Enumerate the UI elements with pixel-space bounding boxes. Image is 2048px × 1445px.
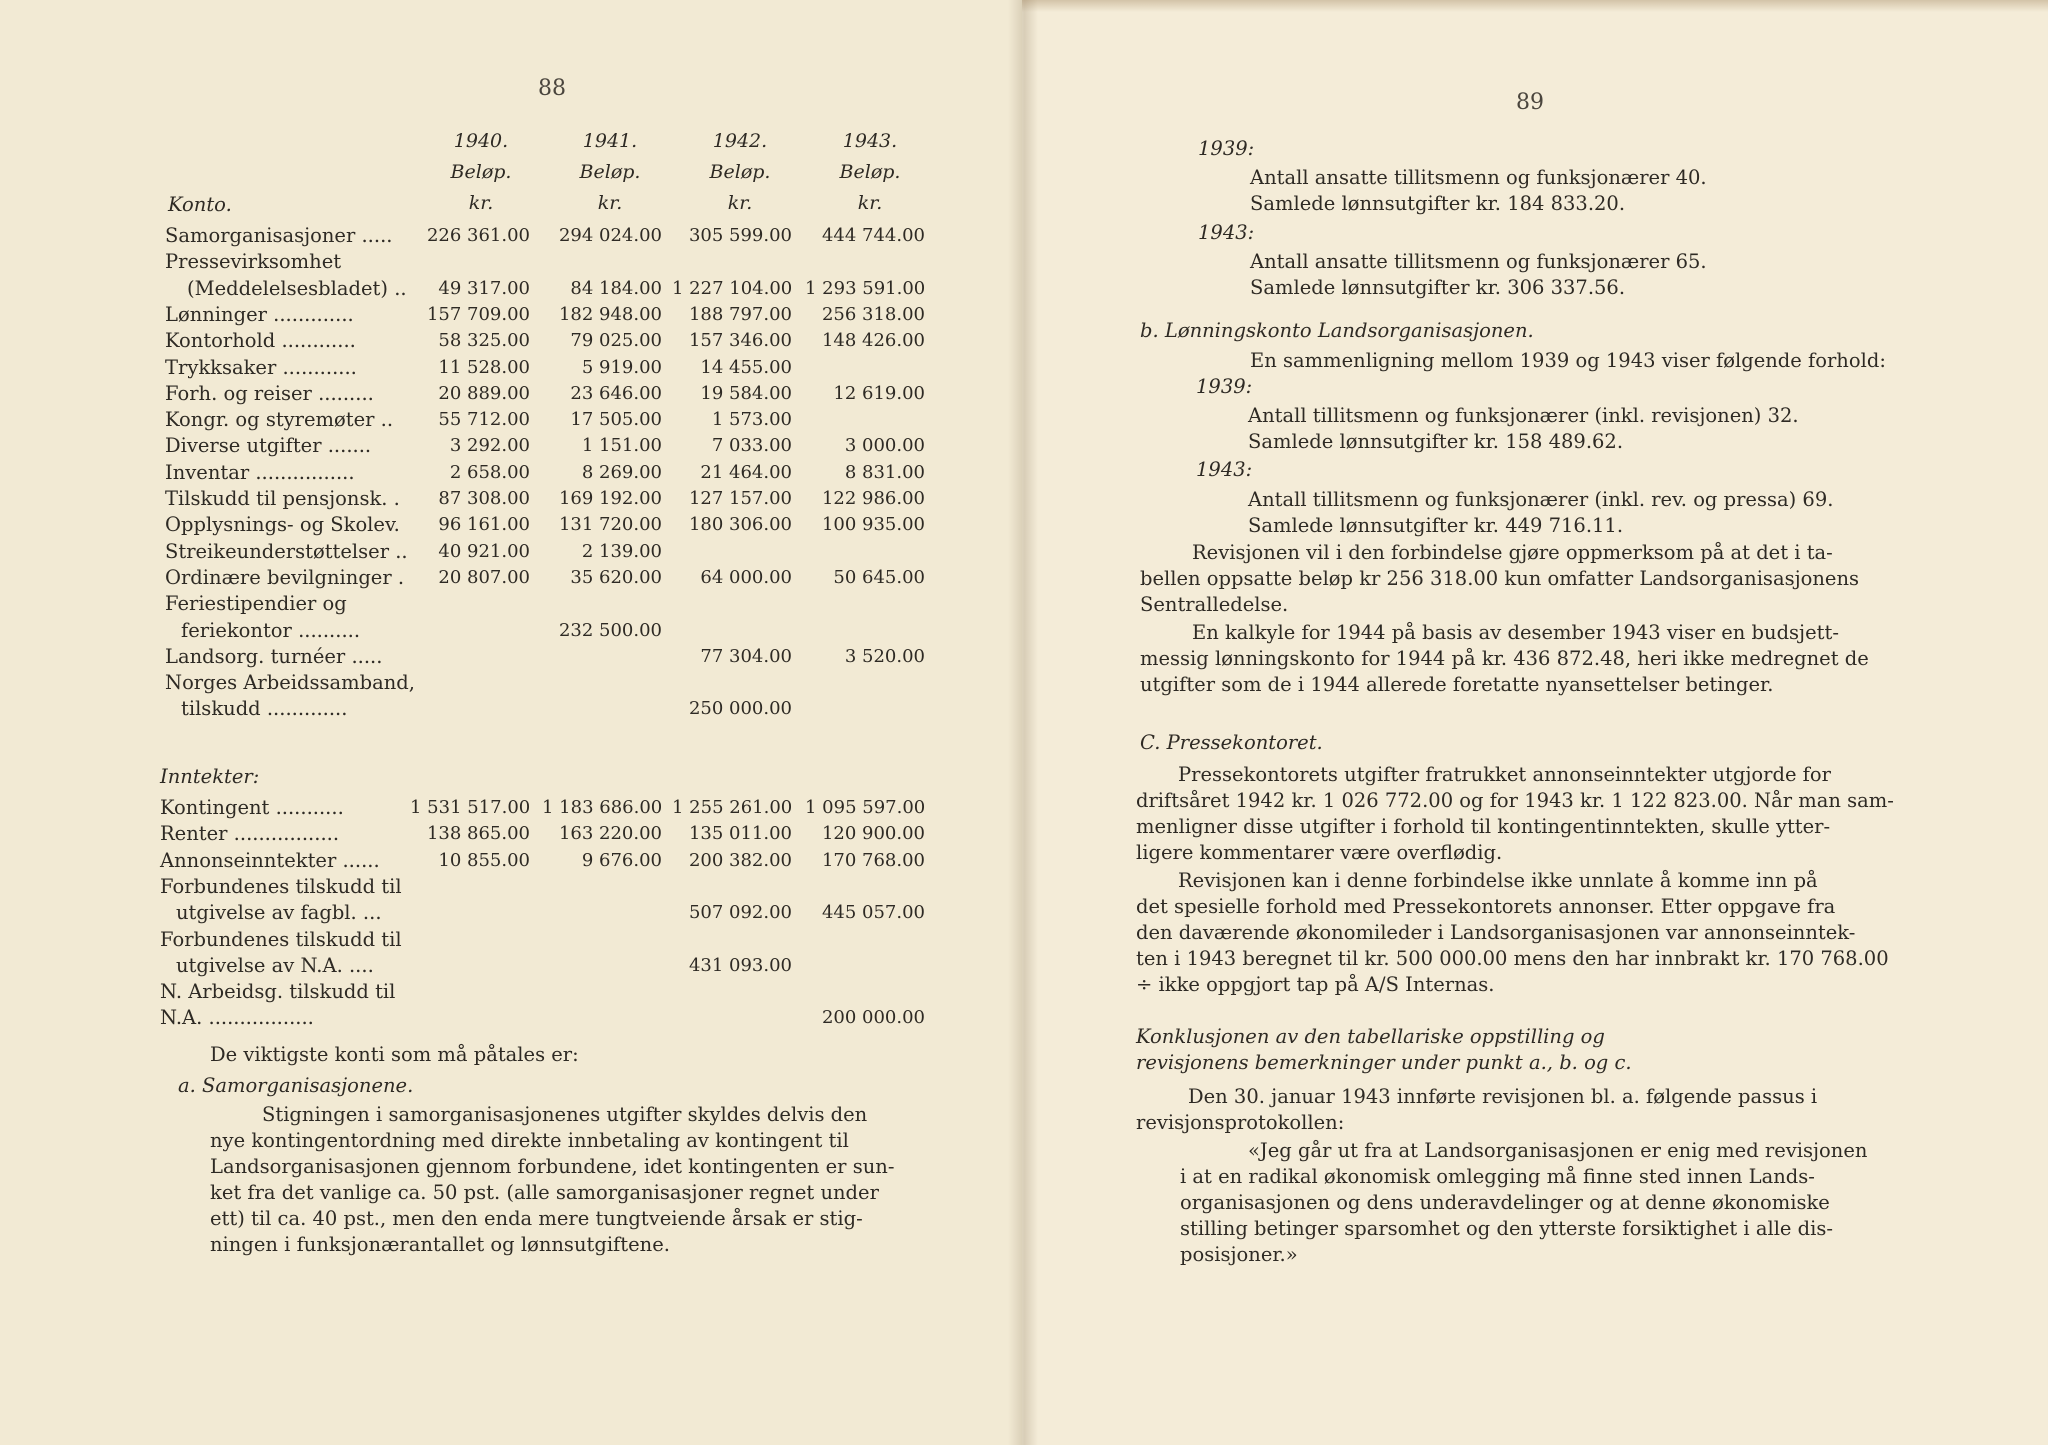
cell-value: 58 325.00: [438, 330, 530, 352]
cell-value: 64 000.00: [700, 566, 792, 588]
cell-value: 200 000.00: [821, 1007, 925, 1029]
text-line: En kalkyle for 1944 på basis av desember 1943 viser en budsjett-: [1192, 621, 1839, 644]
cell-value: 7 033.00: [711, 435, 792, 457]
text-line: messig lønningskonto for 1944 på kr. 436 872.48, heri ikke medregnet de: [1140, 647, 1869, 670]
cell-value: 8 831.00: [844, 461, 925, 483]
year-header-1941: 1941.: [582, 130, 638, 152]
text-line: Samlede lønnsutgifter kr. 449 716.11.: [1248, 514, 1624, 537]
text-line: menligner disse utgifter i forhold til kontingentinntekten, skulle ytter-: [1136, 815, 1831, 838]
section-c-heading: C. Pressekontoret.: [1140, 731, 1323, 754]
kr-header: kr.: [727, 192, 753, 214]
cell-value: 84 184.00: [570, 277, 662, 299]
text-line: Stigningen i samorganisasjonenes utgifter skyldes delvis den: [262, 1103, 868, 1126]
text-line: stilling betinger sparsomhet og den ytterste forsiktighet i alle dis-: [1180, 1217, 1833, 1240]
cell-value: 131 720.00: [558, 514, 662, 536]
cell-value: 87 308.00: [438, 488, 530, 509]
text-line: organisasjonen og dens underavdelinger og at denne økonomiske: [1180, 1191, 1830, 1214]
cell-value: 188 797.00: [688, 303, 792, 325]
text-line: bellen oppsatte beløp kr 256 318.00 kun omfatter Landsorganisasjonens: [1140, 567, 1860, 590]
unit-header: Beløp.: [839, 161, 901, 183]
row-label: Ordinære bevilgninger .: [165, 565, 405, 589]
cell-value: 507 092.00: [688, 902, 792, 924]
unit-header: Beløp.: [450, 161, 512, 183]
cell-value: 2 139.00: [581, 540, 662, 562]
row-label: Kontorhold ............: [165, 329, 356, 353]
cell-value: 170 768.00: [821, 849, 925, 871]
cell-value: 294 024.00: [558, 225, 662, 246]
cell-value: 96 161.00: [438, 514, 530, 536]
text-line: Den 30. januar 1943 innførte revisjonen bl. a. følgende passus i: [1188, 1085, 1818, 1108]
cell-value: 40 921.00: [438, 540, 530, 562]
text-line: Landsorganisasjonen gjennom forbundene, idet kontingenten er sun-: [210, 1155, 895, 1178]
section-a-heading: a. Samorganisasjonene.: [178, 1074, 414, 1097]
text-line: ÷ ikke oppgjort tap på A/S Internas.: [1136, 973, 1495, 996]
text-line: Revisjonen vil i den forbindelse gjøre oppmerksom på at det i ta-: [1192, 541, 1833, 564]
cell-value: 1 293 591.00: [805, 277, 926, 299]
cell-value: 12 619.00: [833, 382, 925, 404]
text-line: den daværende økonomileder i Landsorganisasjonen var annonseinntek-: [1136, 921, 1856, 944]
section-b-heading: b. Lønningskonto Landsorganisasjonen.: [1140, 319, 1534, 342]
cell-value: 445 057.00: [821, 902, 925, 924]
year-label-1943: 1943:: [1196, 458, 1253, 481]
cell-value: 3 000.00: [844, 435, 925, 457]
cell-value: 1 151.00: [581, 435, 662, 457]
cell-value: 3 520.00: [844, 645, 925, 667]
text-line: ningen i funksjonærantallet og lønnsutgiftene.: [210, 1233, 670, 1256]
year-label-1939: 1939:: [1198, 137, 1255, 160]
cell-value: 11 528.00: [438, 356, 530, 378]
konto-label: Konto.: [168, 193, 232, 216]
cell-value: 3 292.00: [449, 435, 530, 457]
text-line: ett) til ca. 40 pst., men den enda mere tungtveiende årsak er stig-: [210, 1207, 863, 1230]
text-line: «Jeg går ut fra at Landsorganisasjonen er enig med revisjonen: [1248, 1139, 1868, 1162]
row-label: feriekontor ..........: [181, 618, 361, 642]
row-label: Norges Arbeidssamband,: [165, 671, 415, 695]
row-label: Forbundenes tilskudd til: [160, 874, 402, 898]
cell-value: 226 361.00: [426, 225, 530, 246]
row-label: (Meddelelsesbladet) ..: [187, 276, 407, 300]
row-label: Forh. og reiser .........: [165, 381, 374, 405]
row-label: Kontingent ...........: [160, 796, 344, 819]
text-line: revisjonens bemerkninger under punkt a., b. og c.: [1136, 1051, 1632, 1074]
row-label: N.A. .................: [160, 1006, 314, 1030]
text-line: Konklusjonen av den tabellariske oppstilling og: [1136, 1025, 1605, 1048]
cell-value: 127 157.00: [688, 488, 792, 509]
text-line: En sammenligning mellom 1939 og 1943 viser følgende forhold:: [1250, 349, 1886, 372]
intro-line: De viktigste konti som må påtales er:: [210, 1043, 579, 1066]
cell-value: 200 382.00: [688, 849, 792, 871]
cell-value: 2 658.00: [449, 461, 530, 483]
text-line: posisjoner.»: [1180, 1243, 1298, 1266]
row-label: Streikeunderstøttelser ..: [165, 539, 408, 563]
cell-value: 169 192.00: [558, 488, 662, 509]
cell-value: 431 093.00: [688, 954, 792, 976]
text-line: Samlede lønnsutgifter kr. 158 489.62.: [1248, 430, 1624, 453]
row-label: utgivelse av N.A. ....: [176, 953, 374, 977]
cell-value: 120 900.00: [821, 823, 925, 845]
year-label-1943: 1943:: [1198, 221, 1255, 244]
cell-value: 157 709.00: [426, 303, 530, 325]
cell-value: 49 317.00: [438, 277, 530, 299]
cell-value: 182 948.00: [558, 303, 662, 325]
cell-value: 17 505.00: [570, 409, 662, 431]
row-label: Tilskudd til pensjonsk. .: [165, 487, 400, 510]
year-header-1942: 1942.: [712, 130, 768, 152]
cell-value: 305 599.00: [688, 225, 792, 246]
row-label: N. Arbeidsg. tilskudd til: [160, 980, 396, 1004]
cell-value: 21 464.00: [700, 461, 792, 483]
page-edge-shadow: [1022, 0, 2048, 12]
text-line: Revisjonen kan i denne forbindelse ikke unnlate å komme inn på: [1178, 869, 1818, 892]
cell-value: 232 500.00: [558, 619, 662, 641]
cell-value: 55 712.00: [438, 409, 530, 431]
text-line: Antall tillitsmenn og funksjonærer (inkl. rev. og pressa) 69.: [1248, 488, 1834, 511]
kr-header: kr.: [857, 192, 883, 214]
row-label: Feriestipendier og: [165, 592, 347, 616]
text-line: det spesielle forhold med Pressekontorets annonser. Etter oppgave fra: [1136, 895, 1836, 918]
cell-value: 135 011.00: [688, 823, 792, 845]
row-label: Forbundenes tilskudd til: [160, 927, 402, 951]
text-line: Antall ansatte tillitsmenn og funksjonærer 40.: [1250, 166, 1707, 189]
row-label: Diverse utgifter .......: [165, 434, 372, 458]
text-line: ten i 1943 beregnet til kr. 500 000.00 mens den har innbrakt kr. 170 768.00: [1136, 947, 1889, 970]
kr-header: kr.: [597, 192, 623, 214]
cell-value: 250 000.00: [688, 698, 792, 720]
row-label: Annonseinntekter ......: [160, 848, 380, 872]
cell-value: 1 095 597.00: [805, 797, 926, 818]
unit-header: Beløp.: [579, 161, 641, 183]
cell-value: 1 183 686.00: [542, 797, 663, 818]
cell-value: 19 584.00: [700, 382, 792, 404]
cell-value: 20 889.00: [438, 382, 530, 404]
cell-value: 10 855.00: [438, 849, 530, 871]
text-line: Pressekontorets utgifter fratrukket annonseinntekter utgjorde for: [1178, 763, 1831, 786]
cell-value: 79 025.00: [570, 330, 662, 352]
row-label: Landsorg. turnéer .....: [165, 644, 383, 668]
cell-value: 100 935.00: [821, 514, 925, 536]
cell-value: 20 807.00: [438, 566, 530, 588]
cell-value: 138 865.00: [426, 823, 530, 845]
row-label: Opplysnings- og Skolev.: [165, 513, 400, 537]
text-line: Antall ansatte tillitsmenn og funksjonærer 65.: [1250, 250, 1707, 273]
row-label: Kongr. og styremøter ..: [165, 408, 394, 432]
cell-value: 1 531 517.00: [410, 797, 531, 818]
cell-value: 23 646.00: [570, 382, 662, 404]
row-label: Renter .................: [160, 822, 340, 846]
cell-value: 5 919.00: [581, 356, 662, 378]
left-page-number: 88: [538, 76, 566, 101]
text-line: ligere kommentarer være overflødig.: [1136, 841, 1503, 864]
cell-value: 163 220.00: [558, 823, 662, 845]
cell-value: 157 346.00: [688, 330, 792, 352]
cell-value: 14 455.00: [700, 356, 792, 378]
text-line: revisjonsprotokollen:: [1136, 1111, 1345, 1134]
right-page-number: 89: [1516, 90, 1544, 115]
cell-value: 77 304.00: [700, 645, 792, 667]
row-label: Samorganisasjoner .....: [165, 224, 393, 247]
text-line: ket fra det vanlige ca. 50 pst. (alle samorganisasjoner regnet under: [210, 1181, 879, 1204]
text-line: Samlede lønnsutgifter kr. 184 833.20.: [1250, 192, 1626, 215]
cell-value: 1 255 261.00: [672, 797, 793, 818]
cell-value: 50 645.00: [833, 566, 925, 588]
cell-value: 256 318.00: [821, 303, 925, 325]
cell-value: 1 573.00: [711, 409, 792, 431]
row-label: Inventar ................: [165, 460, 355, 484]
row-label: Pressevirksomhet: [165, 250, 342, 274]
text-line: utgifter som de i 1944 allerede foretatte nyansettelser betinger.: [1140, 673, 1774, 696]
cell-value: 122 986.00: [821, 488, 925, 509]
cell-value: 1 227 104.00: [672, 277, 793, 299]
text-line: nye kontingentordning med direkte innbetaling av kontingent til: [210, 1129, 849, 1152]
cell-value: 35 620.00: [570, 566, 662, 588]
cell-value: 8 269.00: [581, 461, 662, 483]
row-label: Trykksaker ............: [165, 355, 357, 379]
text-line: Samlede lønnsutgifter kr. 306 337.56.: [1250, 276, 1626, 299]
text-line: Antall tillitsmenn og funksjonærer (inkl. revisjonen) 32.: [1248, 404, 1799, 427]
cell-value: 148 426.00: [821, 330, 925, 352]
cell-value: 444 744.00: [821, 225, 925, 246]
row-label: tilskudd .............: [181, 697, 348, 721]
text-line: driftsåret 1942 kr. 1 026 772.00 og for 1943 kr. 1 122 823.00. Når man sam-: [1136, 789, 1894, 812]
text-line: Sentralledelse.: [1140, 593, 1289, 616]
income-heading: Inntekter:: [160, 765, 260, 788]
kr-header: kr.: [468, 192, 494, 214]
row-label: Lønninger .............: [165, 302, 354, 326]
book-gutter: [1008, 0, 1038, 1445]
row-label: utgivelse av fagbl. ...: [176, 901, 382, 925]
cell-value: 180 306.00: [688, 514, 792, 536]
unit-header: Beløp.: [709, 161, 771, 183]
year-header-1940: 1940.: [453, 130, 509, 152]
text-line: i at en radikal økonomisk omlegging må finne sted innen Lands-: [1180, 1165, 1815, 1188]
year-header-1943: 1943.: [842, 130, 898, 152]
cell-value: 9 676.00: [581, 849, 662, 871]
year-label-1939: 1939:: [1196, 375, 1253, 398]
